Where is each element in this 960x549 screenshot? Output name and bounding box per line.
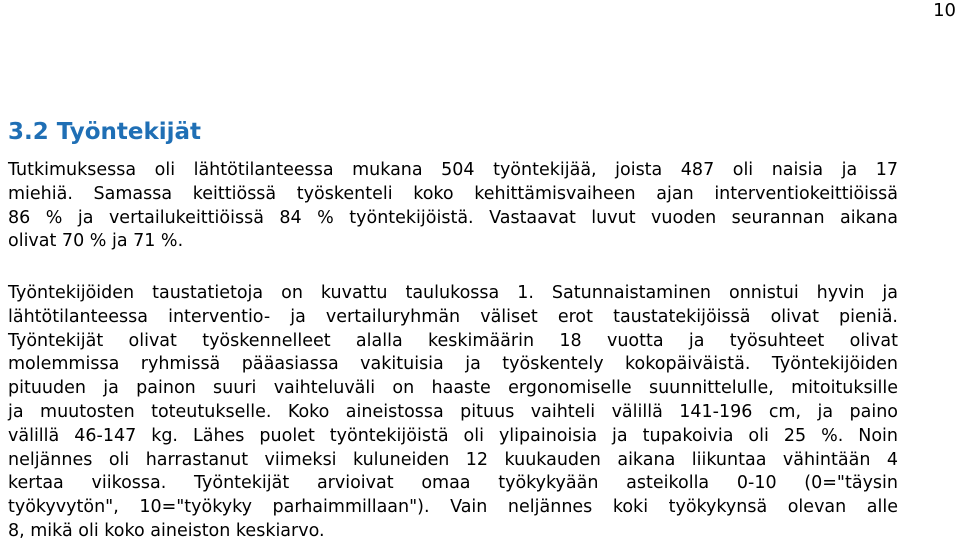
- paragraph-line: lähtötilanteessa interventio- ja vertailuryhmän väliset erot taustatekijöissä olivat pieniä.: [8, 306, 898, 327]
- paragraph-line: kertaa viikossa. Työntekijät arvioivat omaa työkykyään asteikolla 0-10 (0="täysin: [8, 473, 898, 494]
- paragraph-line: miehiä. Samassa keittiössä työskenteli koko kehittämisvaiheen ajan interventiokeittiöissä: [8, 183, 898, 204]
- paragraph-line: Tutkimuksessa oli lähtötilanteessa mukana 504 työntekijää, joista 487 oli naisia ja 17: [8, 160, 898, 180]
- paragraph-line: molemmissa ryhmissä pääasiassa vakituisia ja työskentely kokopäiväistä. Työntekijöiden: [8, 354, 898, 375]
- paragraph-line: 86 % ja vertailukeittiöissä 84 % työntekijöistä. Vastaavat luvut vuoden seurannan aikana: [8, 207, 898, 228]
- paragraph-line: ja muutosten toteutukselle. Koko aineistossa pituus vaihteli välillä 141-196 cm, ja paino: [8, 401, 898, 422]
- paragraph-line: Työntekijät olivat työskennelleet alalla keskimäärin 18 vuotta ja työsuhteet olivat: [8, 330, 898, 351]
- paragraph-line: neljännes oli harrastanut viimeksi kuluneiden 12 kuukauden aikana liikuntaa vähintään 4: [8, 449, 898, 470]
- paragraph-line: 8, mikä oli koko aineiston keskiarvo.: [8, 520, 325, 541]
- paragraph-line: välillä 46-147 kg. Lähes puolet työntekijöistä oli ylipainoisia ja tupakoivia oli 25 %. Noin: [8, 425, 898, 446]
- paragraph-line: olivat 70 % ja 71 %.: [8, 231, 184, 252]
- paragraph-line: pituuden ja painon suuri vaihteluväli on haaste ergonomiselle suunnittelulle, mitoituksille: [8, 378, 898, 399]
- paragraph-employee-counts: [8, 159, 898, 254]
- section-heading: 3.2 Työntekijät: [8, 119, 202, 145]
- paragraph-background-data: [8, 282, 898, 544]
- paragraph-line: työkyvytön", 10="työkyky parhaimmillaan"). Vain neljännes koki työkykynsä olevan alle: [8, 497, 898, 518]
- page-number: 10: [933, 0, 956, 21]
- paragraph-line: Työntekijöiden taustatietoja on kuvattu taulukossa 1. Satunnaistaminen onnistui hyvin ja: [8, 283, 898, 303]
